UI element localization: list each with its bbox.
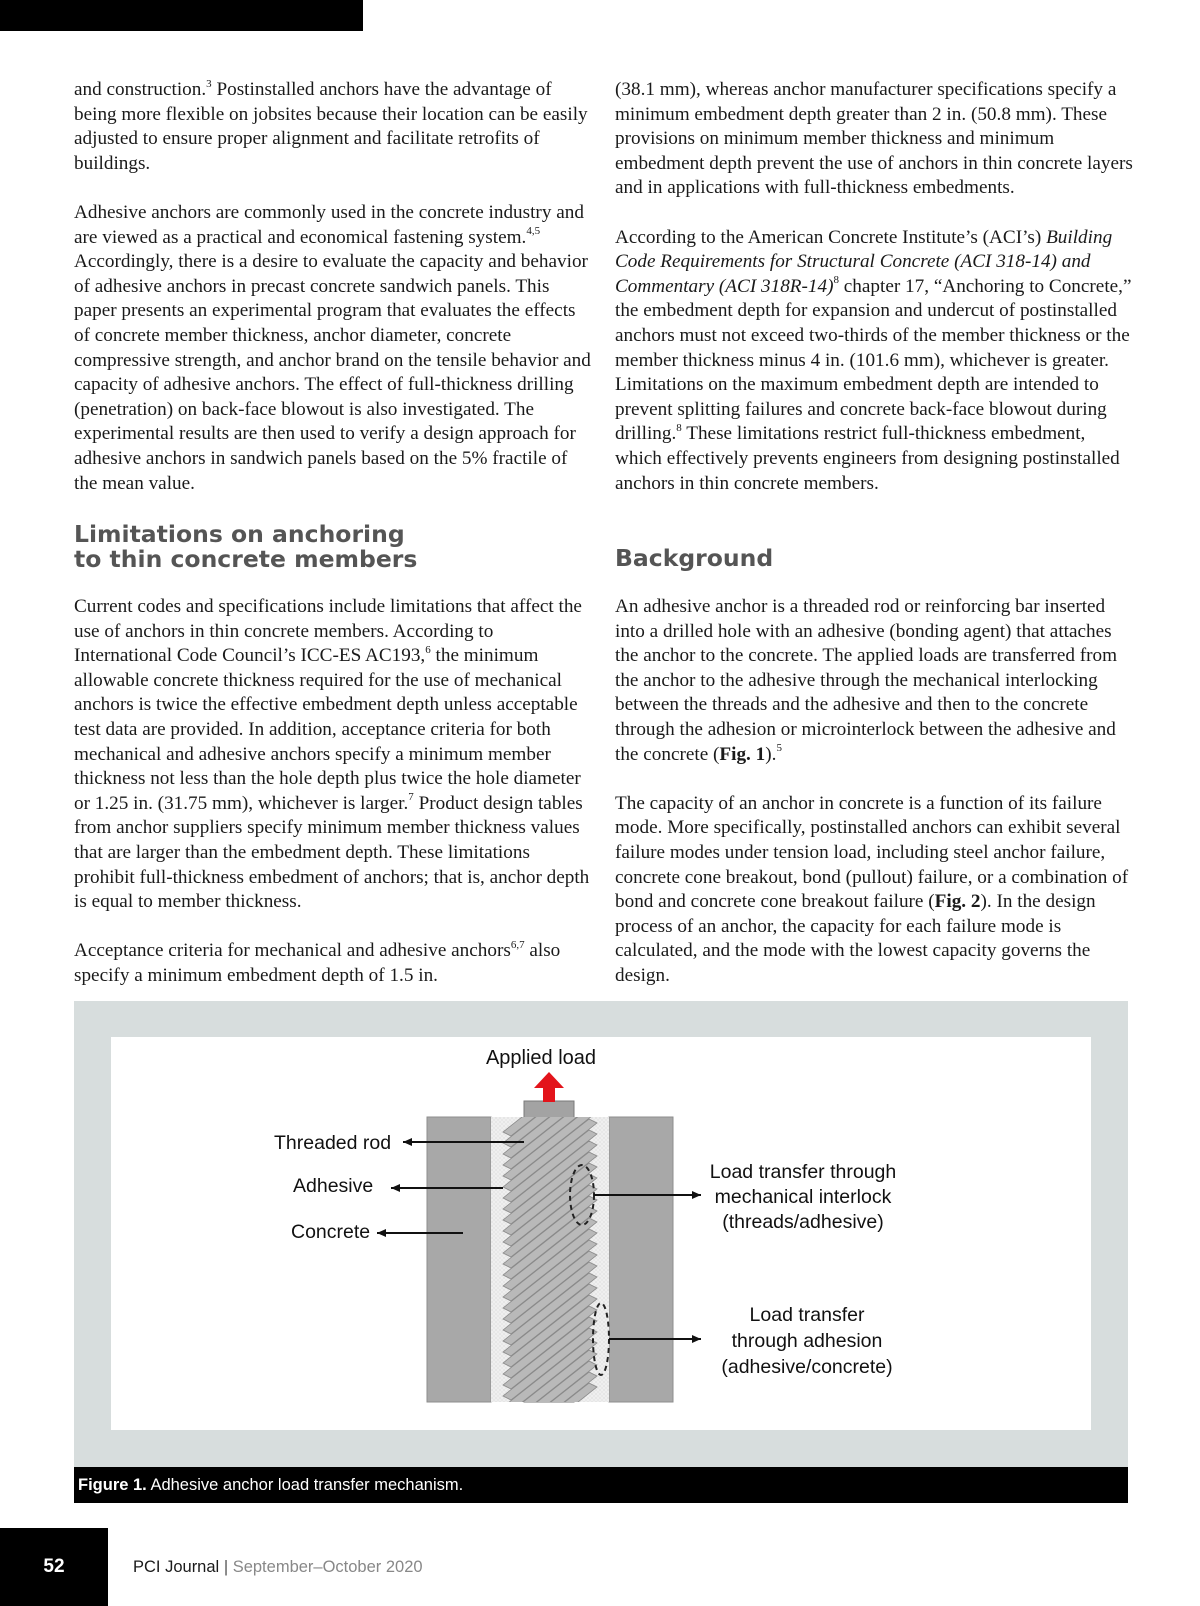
paragraph: According to the American Concrete Institute’s (ACI’s) Building Code Requirements for Structural Concrete (ACI 318-14) and Commentary (ACI 318R-14)$^8$ chapter 17, “Anchoring to Concrete,” the embedment depth for expansion and undercut of postinstalled anchors must not exceed two-thirds of the member thickness or the member thickness minus 4 in. (101.6 mm), whichever is greater. Limitations on the maximum embedment depth are intended to prevent splitting failures and concrete back-face blowout during drilling.$^8$ These limitations restrict full-thickness embedment, which effectively prevents engineers from designing postinstalled anchors in thin concrete members. — [615, 226, 1132, 494]
running-footer — [133, 1558, 423, 1577]
paragraph: An adhesive anchor is a threaded rod or reinforcing bar inserted into a drilled hole with an adhesive (bonding agent) that attaches the anchor to the concrete. The applied loads are transferred from the anchor to the adhesive through the mechanical interlocking between the threads and the adhesive and then to the concrete through the adhesion or microinterlock between the adhesive and the concrete (Fig. 1).$^5$ — [615, 596, 1118, 765]
left-column-lower — [74, 595, 594, 1013]
label-applied-load: Applied load — [485, 1047, 597, 1069]
label-adhesive: Adhesive — [293, 1175, 374, 1197]
label-concrete: Concrete — [291, 1221, 371, 1243]
label-adhesion-line3: (adhesive/concrete) — [721, 1356, 893, 1378]
page-number: 52 — [43, 1556, 65, 1577]
anchor-diagram — [111, 1037, 1091, 1430]
section-heading-background: Background — [615, 544, 774, 572]
footer-separator: | — [223, 1558, 229, 1576]
paragraph: The capacity of an anchor in concrete is a function of its failure mode. More specifically, postinstalled anchors can exhibit several failure modes under tension load, including steel anchor failure, concrete cone breakout, bond (pullout) failure, or a combination of bond and concrete cone breakout failure (Fig. 2). In the design process of an anchor, the capacity for each failure mode is calculated, and the mode with the lowest capacity governs the design. — [615, 792, 1129, 986]
applied-load-arrow-icon — [534, 1072, 564, 1102]
journal-name: PCI Journal — [133, 1558, 220, 1576]
paragraph: Adhesive anchors are commonly used in the concrete industry and are viewed as a practical and economical fastening system.$^{4,5}$ Accordingly, there is a desire to evaluate the capacity and behavior of adhesive anchors in precast concrete sandwich panels. This paper presents an experimental program that evaluates the effects of concrete member thickness, anchor diameter, concrete compressive strength, and anchor brand on the tensile behavior and capacity of adhesive anchors. The effect of full-thickness drilling (penetration) on back-face blowout is also investigated. The experimental results are then used to verify a design approach for adhesive anchors in sandwich panels based on the 5% fractile of the mean value. — [74, 201, 591, 494]
right-column — [615, 78, 1137, 521]
left-column — [74, 78, 594, 521]
figure-caption: Figure 1. Adhesive anchor load transfer mechanism. — [74, 1467, 1128, 1503]
label-adhesion-line1: Load transfer — [749, 1304, 865, 1326]
paragraph: Current codes and specifications include limitations that affect the use of anchors in thin concrete members. According to International Code Council’s ICC-ES AC193,$^6$ the minimum allowable concrete thickness required for the use of mechanical anchors is twice the effective embedment depth unless acceptable test data are provided. In addition, acceptance criteria for both mechanical and adhesive anchors specify a minimum member thickness not less than the hole depth plus twice the hole diameter or 1.25 in. (31.75 mm), whichever is larger.$^7$ Product design tables from anchor suppliers specify minimum member thickness values that are larger than the embedment depth. These limitations prohibit full-thickness embedment of anchors; that is, anchor depth is equal to member thickness. — [74, 596, 590, 913]
label-threaded-rod: Threaded rod — [274, 1132, 392, 1154]
figure-1-diagram — [111, 1037, 1091, 1430]
section-heading-limitations: Limitations on anchoring to thin concrete members — [74, 520, 418, 573]
right-column-lower — [615, 595, 1137, 1013]
label-adhesion-line2: through adhesion — [731, 1330, 883, 1352]
paragraph: and construction.$^3$ Postinstalled anchors have the advantage of being more flexible on jobsites because their location can be easily adjusted to ensure proper alignment and facilitate retrofits of buildings. — [74, 77, 588, 174]
paragraph: Acceptance criteria for mechanical and adhesive anchors$^{6,7}$ also specify a minimum embedment depth of 1.5 in. — [74, 938, 561, 986]
top-black-bar — [0, 0, 363, 31]
label-interlock-line1: Load transfer through — [709, 1161, 897, 1183]
paragraph: (38.1 mm), whereas anchor manufacturer specifications specify a minimum embedment depth greater than 2 in. (50.8 mm). These provisions on minimum member thickness and minimum embedment depth prevent the use of anchors in thin concrete layers and in applications with full-thickness embedments. — [615, 79, 1133, 199]
concrete-left-block — [427, 1117, 491, 1402]
label-interlock-line2: mechanical interlock — [714, 1186, 892, 1208]
figure-1-frame — [74, 1001, 1128, 1467]
concrete-right-block — [609, 1117, 673, 1402]
issue-date: September–October 2020 — [232, 1558, 423, 1576]
label-interlock-line3: (threads/adhesive) — [722, 1211, 884, 1233]
